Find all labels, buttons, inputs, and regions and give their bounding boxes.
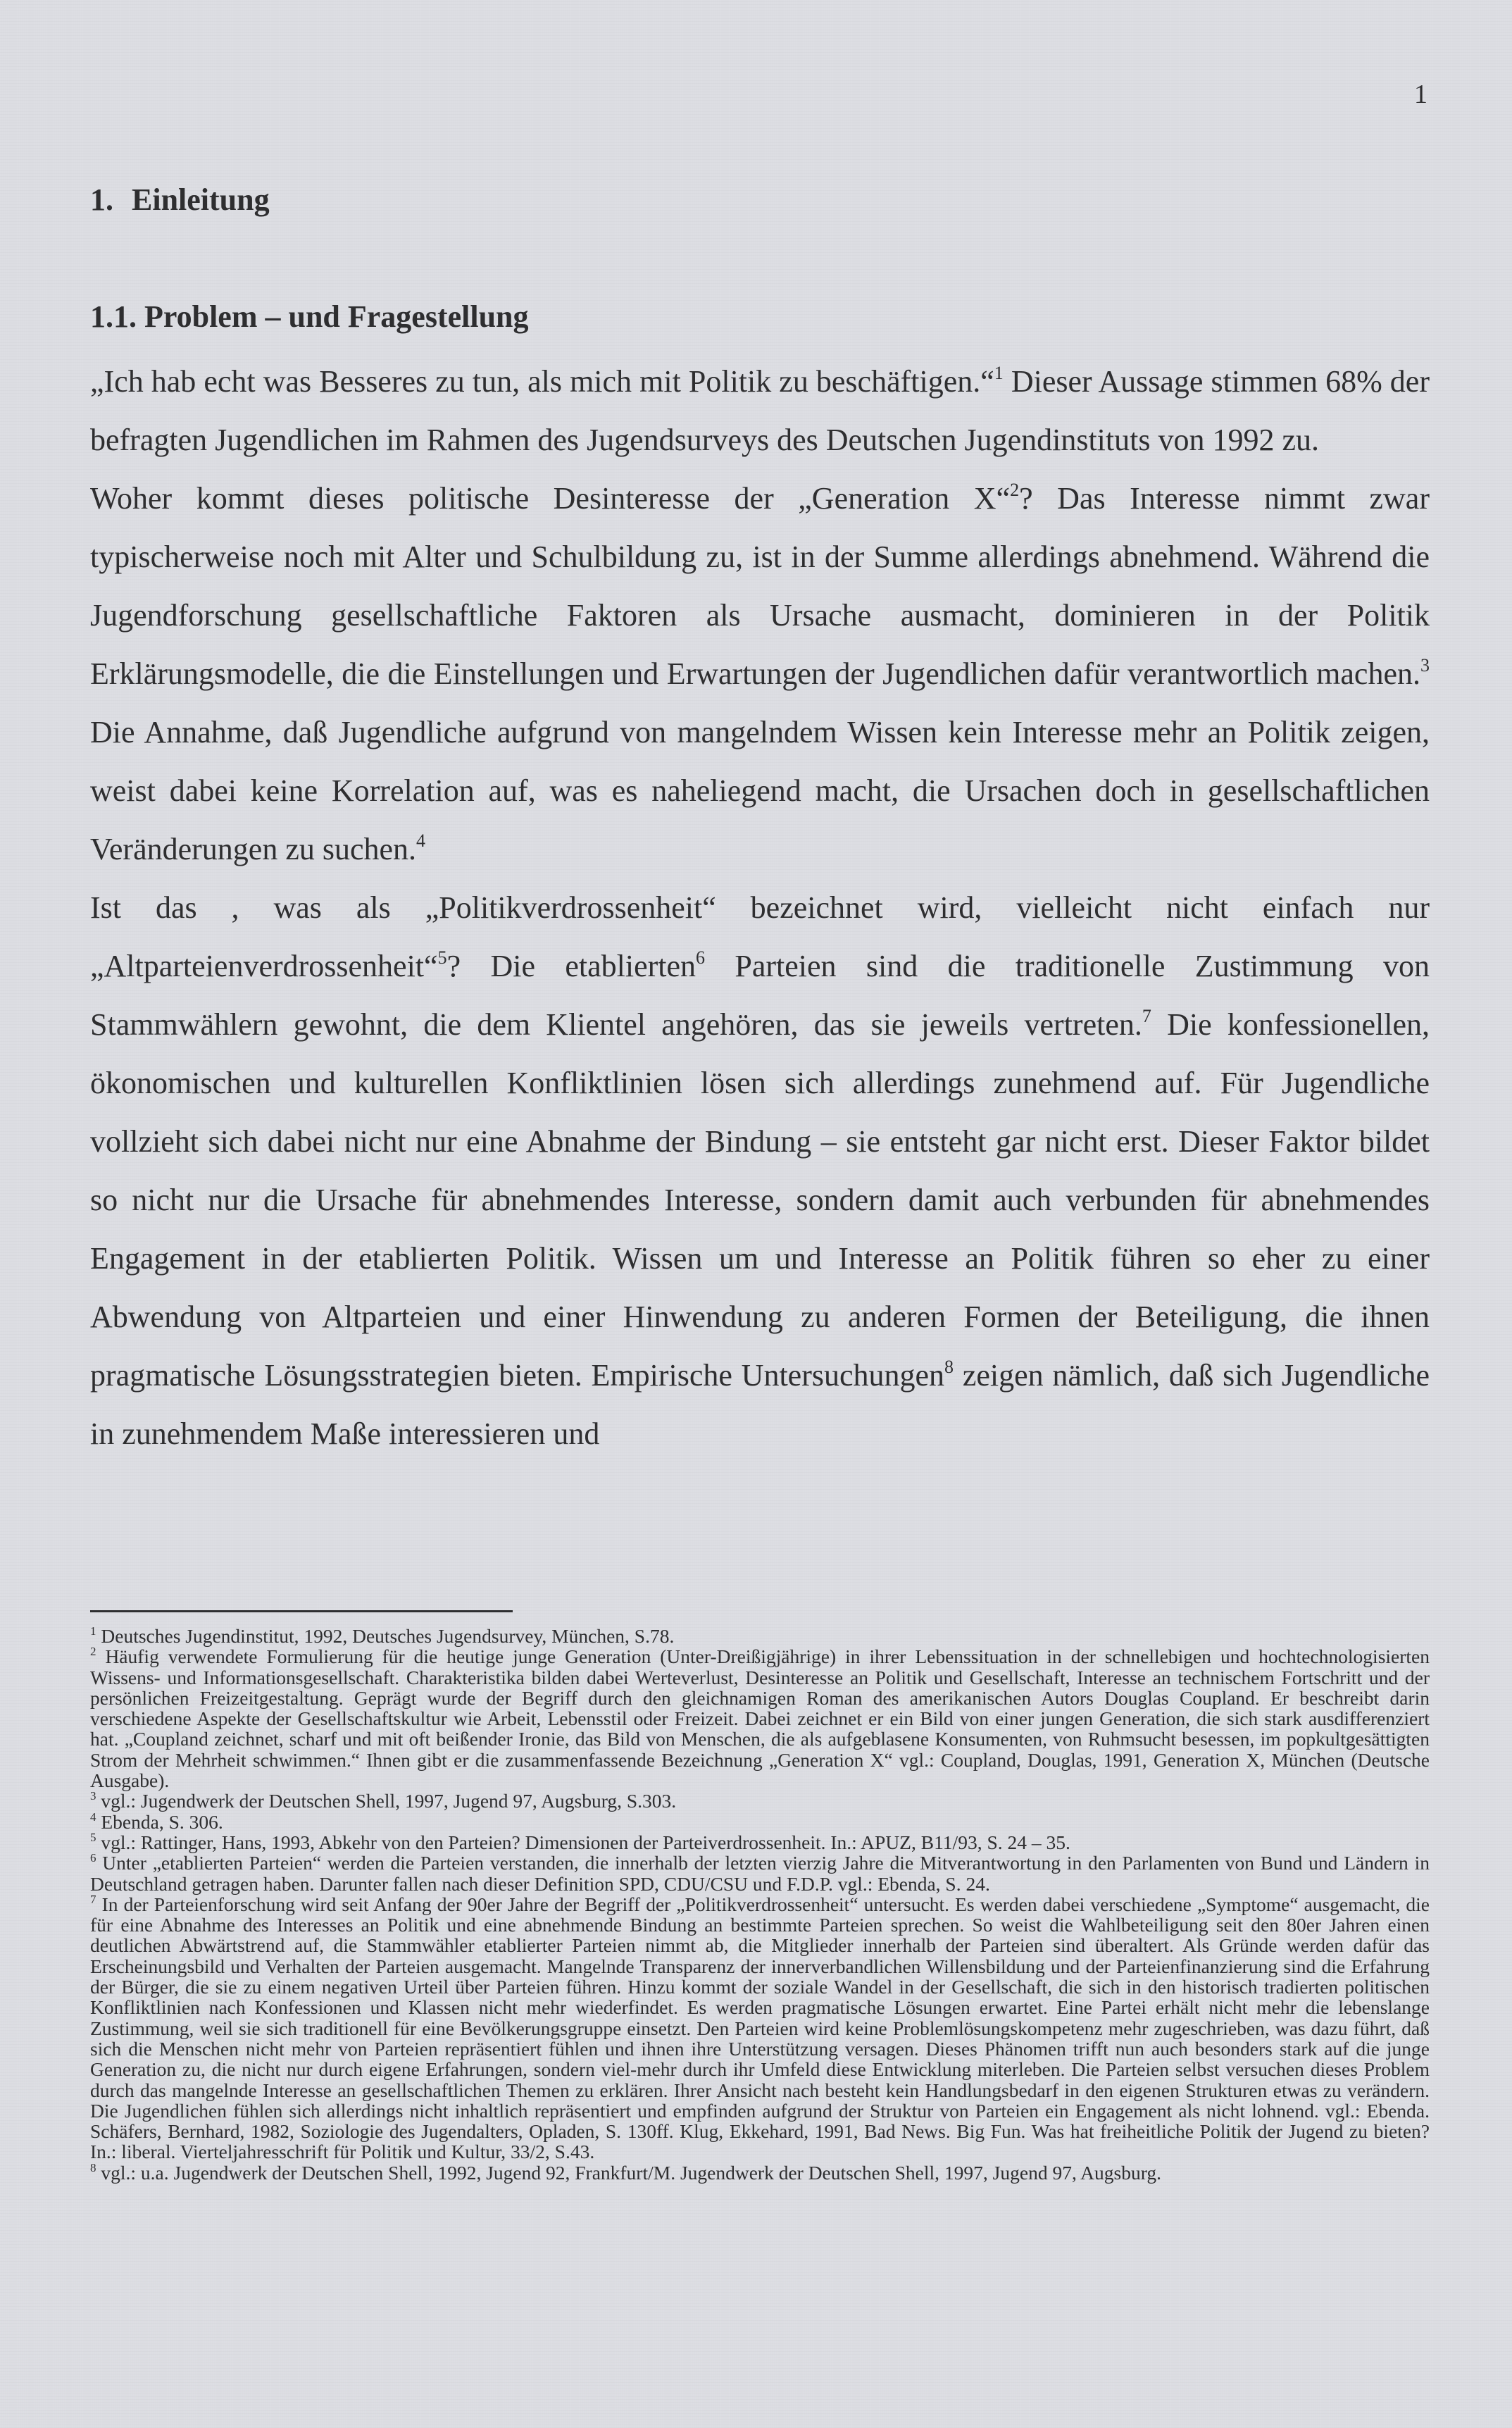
paragraph-text: Woher kommt dieses politische Desinteresse der „Generation X“ bbox=[90, 481, 1011, 516]
footnote-ref-6[interactable]: 6 bbox=[696, 947, 706, 968]
footnote-ref-2[interactable]: 2 bbox=[1010, 480, 1020, 500]
paragraph-text: zeigen nämlich, daß sich Jugendliche in zunehmendem Maße interessieren und bbox=[90, 1358, 1430, 1451]
footnote-text: In der Parteienforschung wird seit Anfang der 90er Jahre der Begriff der „Politikverdrossenheit“ untersucht. Es werden dabei verschiedene „Symptome“ ausgemacht, die für eine Abnahme des Interesses an Politik und eine abnehmende Bindung an bestimmte Parteien sprechen. So weist die Wahlbeteiligung seit den 80er Jahren einen deutlichen Abwärtstrend auf, die Stammwähler etablierter Parteien nimmt ab, die Mitglieder innerhalb der Parteien sind überaltert. Als Gründe werden dafür das Erscheinungsbild und Verhalten der Parteien ausgemacht. Mangelnde Transparenz der innerverbandlichen Willensbildung und der Parteienfinanzierung sind die Erfahrung der Bürger, die sie zu einem negativen Urteil über Parteien führen. Hinzu kommt der soziale Wandel in der Gesellschaft, die sich in den historisch tradierten politischen Konfliktlinien nach Konfessionen und Klassen nicht mehr wiederfindet. Es werden pragmatische Lösungen erwartet. Eine Partei erhält nicht mehr die lebenslange Zustimmung, weil sie sich traditionell für eine Bevölkerungsgruppe einsetzt. Den Parteien wird keine Problemlösungskompetenz mehr zugeschrieben, was dazu führt, daß sich die Menschen nicht mehr von Parteien repräsentiert fühlen und ihnen ihre Unterstützung versagen. Dieses Phänomen trifft nun auch besonders stark auf die junge Generation zu, die nicht nur durch eigene Erfahrungen, sondern viel-mehr durch ihr Umfeld diese Entwicklung miterleben. Die Parteien selbst versuchen dieses Problem durch das mangelnde Interesse an gesellschaftlichen Themen zu erklären. Ihrer Ansicht nach besteht kein Handlungsbedarf in den eigenen Strukturen etwas zu verändern. Die Jugendlichen fühlen sich allerdings nicht inhaltlich repräsentiert und empfinden aufgrund der Struktur von Parteien ein Engagement als nicht lohnend. vgl.: Ebenda. Schäfers, Bernhard, 1982, Soziologie des Jugendalters, Opladen, S. 130ff. Klug, Ekkehard, 1991, Bad News. Big Fun. Was hat freiheitliche Politik der Jugend zu bieten? In.: liberal. Vierteljahresschrift für Politik und Kultur, 33/2, S.43. bbox=[90, 1893, 1430, 2163]
footnotes bbox=[90, 1626, 1430, 2183]
footnote-mark: 3 bbox=[90, 1789, 96, 1803]
footnote-7 bbox=[90, 1894, 1430, 2162]
quote-text: „Ich hab echt was Besseres zu tun, als mich mit Politik zu beschäftigen.“ bbox=[90, 364, 994, 399]
footnote-mark: 5 bbox=[90, 1830, 96, 1844]
footnote-ref-7[interactable]: 7 bbox=[1142, 1006, 1151, 1026]
footnote-mark: 4 bbox=[90, 1810, 96, 1824]
paragraph-text: Dieser Aussage stimmen 68% der befragten Jugendlichen im Rahmen des Jugendsurveys des Deutschen Jugendinstituts von 1992 zu. bbox=[90, 364, 1430, 457]
footnote-text: vgl.: u.a. Jugendwerk der Deutschen Shell, 1992, Jugend 92, Frankfurt/M. Jugendwerk der Deutschen Shell, 1997, Jugend 97, Augsburg. bbox=[96, 2161, 1162, 2184]
paragraph-text: ? Das Interesse nimmt zwar typischerweise noch mit Alter und Schulbildung zu, ist in der Summe allerdings abnehmend. Während die Jugendforschung gesellschaftliche Faktoren als Ursache ausmacht, dominieren in der Politik Erklärungsmodelle, die die Einstellungen und Erwartungen der Jugendlichen dafür verantwortlich machen. bbox=[90, 481, 1430, 691]
footnote-5 bbox=[90, 1832, 1430, 1853]
footnote-ref-8[interactable]: 8 bbox=[944, 1357, 954, 1377]
footnote-ref-1[interactable]: 1 bbox=[994, 363, 1004, 383]
footnote-ref-5[interactable]: 5 bbox=[437, 947, 447, 968]
footnote-ref-3[interactable]: 3 bbox=[1420, 655, 1430, 676]
footnote-text: vgl.: Jugendwerk der Deutschen Shell, 1997, Jugend 97, Augsburg, S.303. bbox=[96, 1790, 677, 1812]
chapter-number: 1. bbox=[90, 182, 113, 217]
footnote-8 bbox=[90, 2162, 1430, 2183]
paragraph-text: Die konfessionellen, ökonomischen und kulturellen Konfliktlinien lösen sich allerdings zunehmend auf. Für Jugendliche vollzieht sich dabei nicht nur eine Abnahme der Bindung – sie entsteht gar nicht erst. Dieser Faktor bildet so nicht nur die Ursache für abnehmendes Interesse, sondern damit auch verbunden für abnehmendes Engagement in der etablierten Politik. Wissen um und Interesse an Politik führen so eher zu einer Abwendung von Altparteien und einer Hinwendung zu anderen Formen der Beteiligung, die ihnen pragmatische Lösungsstrategien bieten. Empirische Untersuchungen bbox=[90, 1007, 1430, 1393]
paragraph-text: Ist das , was als „Politikverdrossenheit“ bezeichnet wird, vielleicht nicht einfach nur „Altparteienverdrossenheit“ bbox=[90, 890, 1430, 983]
footnote-3 bbox=[90, 1791, 1430, 1811]
section-heading bbox=[90, 299, 529, 335]
footnote-mark: 7 bbox=[90, 1892, 96, 1906]
chapter-title: Einleitung bbox=[132, 182, 270, 217]
footnote-text: Unter „etablierten Parteien“ werden die Parteien verstanden, die innerhalb der letzten vierzig Jahre die Mitverantwortung in den Parlamenten von Bund und Ländern in Deutschland getragen haben. Darunter fallen nach dieser Definition SPD, CDU/CSU und F.D.P. vgl.: Ebenda, S. 24. bbox=[90, 1852, 1430, 1895]
paragraph-1 bbox=[90, 352, 1430, 469]
footnote-text: vgl.: Rattinger, Hans, 1993, Abkehr von den Parteien? Dimensionen der Parteiverdrossenheit. In.: APUZ, B11/93, S. 24 – 35. bbox=[96, 1831, 1070, 1853]
footnote-text: Deutsches Jugendinstitut, 1992, Deutsches Jugendsurvey, München, S.78. bbox=[96, 1625, 675, 1647]
paragraph-text: Parteien sind die traditionelle Zustimmung von Stammwählern gewohnt, die dem Klientel angehören, das sie jeweils vertreten. bbox=[90, 949, 1430, 1042]
body-text bbox=[90, 352, 1430, 1463]
footnote-1 bbox=[90, 1626, 1430, 1646]
chapter-heading bbox=[90, 182, 270, 218]
section-title: Problem – und Fragestellung bbox=[144, 299, 529, 334]
footnote-text: Ebenda, S. 306. bbox=[96, 1810, 223, 1833]
footnote-2 bbox=[90, 1646, 1430, 1791]
footnote-4 bbox=[90, 1812, 1430, 1832]
paragraph-text: ? Die etablierten bbox=[446, 949, 696, 983]
footnote-text: Häufig verwendete Formulierung für die heutige junge Generation (Unter-Dreißigjährige) in ihrer Lebenssituation in der schnellebigen und hochtechnologisierten Wissens- und Informationsgesellschaft. Charakteristika bilden dabei Werteverlust, Desinteresse an Politik und Gesellschaft, Interesse an technischem Fortschritt und der persönlichen Freizeitgestaltung. Geprägt wurde der Begriff durch den gleichnamigen Roman des amerikanischen Autors Douglas Coupland. Er beschreibt darin verschiedene Aspekte der Gesellschaftskultur wie Arbeit, Lebensstil oder Freizeit. Dabei zeichnet er ein Bild von einer jungen Generation, die sich stark ausdifferenziert hat. „Coupland zeichnet, scharf und mit oft beißender Ironie, das Bild von Menschen, die als aufgeblasene Konsumenten, von Ruhmsucht besessen, im popkultgesättigten Strom der Mehrheit schwimmen.“ Ihnen gibt er die zusammenfassende Bezeichnung „Generation X“ vgl.: Coupland, Douglas, 1991, Generation X, München (Deutsche Ausgabe). bbox=[90, 1645, 1430, 1792]
footnote-mark: 1 bbox=[90, 1624, 96, 1638]
footnote-ref-4[interactable]: 4 bbox=[416, 830, 426, 851]
footnote-separator bbox=[90, 1610, 513, 1612]
paragraph-text: Die Annahme, daß Jugendliche aufgrund von mangelndem Wissen kein Interesse mehr an Politik zeigen, weist dabei keine Korrelation auf, was es naheliegend macht, die Ursachen doch in gesellschaftlichen Veränderungen zu suchen. bbox=[90, 715, 1430, 866]
section-number: 1.1. bbox=[90, 299, 137, 334]
page-number: 1 bbox=[1414, 80, 1427, 109]
paragraph-3 bbox=[90, 878, 1430, 1463]
footnote-mark: 8 bbox=[90, 2160, 96, 2174]
footnote-6 bbox=[90, 1853, 1430, 1894]
footnote-mark: 6 bbox=[90, 1851, 96, 1865]
paragraph-2 bbox=[90, 469, 1430, 878]
footnote-mark: 2 bbox=[90, 1645, 96, 1659]
